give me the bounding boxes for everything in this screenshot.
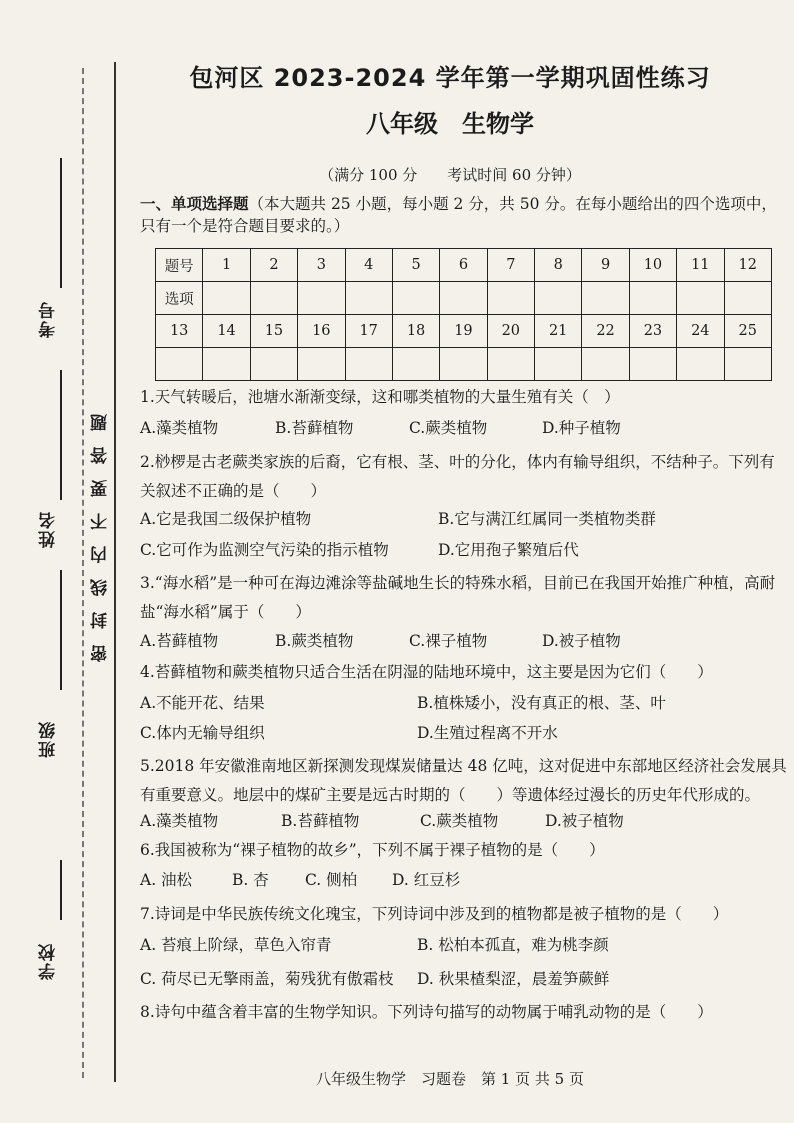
table-header-cell: 21 xyxy=(535,315,582,348)
exam-number-line xyxy=(60,158,62,288)
name-line-lower xyxy=(60,570,62,690)
question-5-option-b[interactable]: B.苔藓植物 xyxy=(281,812,360,830)
seal-dashed-line xyxy=(82,68,84,1078)
school-label: 学校 xyxy=(39,942,59,980)
table-header-cell: 18 xyxy=(392,315,439,348)
question-6-option-d[interactable]: D. 红豆杉 xyxy=(392,871,461,889)
table-header-cell: 25 xyxy=(724,315,772,348)
score-info: （满分 100 分 考试时间 60 分钟） xyxy=(319,166,581,184)
question-2-option-b[interactable]: B.它与满江红属同一类植物类群 xyxy=(438,510,656,528)
page-footer: 八年级生物学 习题卷 第 1 页 共 5 页 xyxy=(316,1070,584,1088)
table-header-cell: 8 xyxy=(535,249,582,282)
table-header-cell: 15 xyxy=(250,315,297,348)
question-5-option-d[interactable]: D.被子植物 xyxy=(545,812,624,830)
question-5-option-c[interactable]: C.蕨类植物 xyxy=(420,812,499,830)
table-header-cell: 13 xyxy=(156,315,203,348)
answer-cell[interactable] xyxy=(392,348,439,381)
question-7-option-b[interactable]: B. 松柏本孤直，难为桃李颜 xyxy=(417,936,609,954)
question-1-option-a[interactable]: A.藻类植物 xyxy=(140,419,219,437)
answer-cell[interactable] xyxy=(345,348,392,381)
table-header-cell: 4 xyxy=(345,249,392,282)
answer-table xyxy=(155,248,772,381)
name-field[interactable] xyxy=(36,410,66,630)
answer-cell[interactable] xyxy=(298,282,345,315)
table-header-cell: 16 xyxy=(298,315,345,348)
question-4-stem: 4.苔藓植物和蕨类植物只适合生活在阴湿的陆地环境中，这主要是因为它们（ ） xyxy=(140,663,713,681)
question-4-option-c[interactable]: C.体内无输导组织 xyxy=(140,724,265,742)
class-label: 班级 xyxy=(39,720,59,758)
table-row xyxy=(156,249,772,282)
question-1-option-c[interactable]: C.蕨类植物 xyxy=(409,419,488,437)
table-header-cell: 6 xyxy=(440,249,487,282)
question-7-option-c[interactable]: C. 荷尽已无擎雨盖，菊残犹有傲霜枝 xyxy=(140,970,394,988)
answer-cell[interactable] xyxy=(724,282,772,315)
answer-cell[interactable] xyxy=(203,348,250,381)
question-6-option-a[interactable]: A. 油松 xyxy=(140,871,193,889)
table-header-cell: 9 xyxy=(582,249,629,282)
answer-cell[interactable] xyxy=(629,282,676,315)
question-3-stem: 3.“海水稻”是一种可在海边滩涂等盐碱地生长的特殊水稻，目前已在我国开始推广种植，高耐盐“海水稻”属于（ ） xyxy=(140,574,776,621)
school-field[interactable] xyxy=(36,880,66,980)
question-6-option-c[interactable]: C. 侧柏 xyxy=(305,871,358,889)
answer-cell[interactable] xyxy=(392,282,439,315)
question-2-option-c[interactable]: C.它可作为监测空气污染的指示植物 xyxy=(140,541,389,559)
table-header-cell: 17 xyxy=(345,315,392,348)
exam-title: 包河区 2023-2024 学年第一学期巩固性练习 xyxy=(189,64,711,92)
question-6-stem: 6.我国被称为“裸子植物的故乡”，下列不属于裸子植物的是（ ） xyxy=(140,841,605,859)
answer-cell[interactable] xyxy=(535,348,582,381)
question-4-option-a[interactable]: A.不能开花、结果 xyxy=(140,694,265,712)
table-header-cell: 24 xyxy=(677,315,724,348)
question-2-option-d[interactable]: D.它用孢子繁殖后代 xyxy=(438,541,579,559)
answer-cell[interactable] xyxy=(250,348,297,381)
question-1-stem: 1.天气转暖后，池塘水渐渐变绿，这和哪类植物的大量生殖有关（ ） xyxy=(140,388,620,406)
answer-cell[interactable] xyxy=(250,282,297,315)
table-header-cell: 2 xyxy=(250,249,297,282)
answer-cell[interactable] xyxy=(582,282,629,315)
question-3-option-a[interactable]: A.苔藓植物 xyxy=(140,632,219,650)
answer-cell[interactable] xyxy=(440,282,487,315)
table-header-cell: 20 xyxy=(487,315,534,348)
margin-rule xyxy=(114,62,116,1082)
question-3-option-b[interactable]: B.蕨类植物 xyxy=(275,632,354,650)
question-1-option-b[interactable]: B.苔藓植物 xyxy=(275,419,354,437)
table-header-cell: 22 xyxy=(582,315,629,348)
exam-subtitle: 八年级 生物学 xyxy=(366,110,534,138)
table-header-cell: 3 xyxy=(298,249,345,282)
question-8-stem: 8.诗句中蕴含着丰富的生物学知识。下列诗句描写的动物属于哺乳动物的是（ ） xyxy=(140,1003,713,1021)
answer-cell[interactable] xyxy=(156,348,203,381)
section-1-desc: （本大题共 25 小题，每小题 2 分，共 50 分。在每小题给出的四个选项中，只有一个是符合题目要求的。） xyxy=(140,195,777,235)
answer-cell[interactable] xyxy=(203,282,250,315)
table-header-cell: 19 xyxy=(440,315,487,348)
question-4-option-d[interactable]: D.生殖过程离不开水 xyxy=(417,724,558,742)
table-header-cell: 12 xyxy=(724,249,772,282)
answer-cell[interactable] xyxy=(345,282,392,315)
table-row xyxy=(156,315,772,348)
table-header-cell: 10 xyxy=(629,249,676,282)
table-header-cell: 5 xyxy=(392,249,439,282)
question-3-option-d[interactable]: D.被子植物 xyxy=(542,632,621,650)
option-row-label: 选项 xyxy=(156,282,203,315)
exam-number-field[interactable] xyxy=(36,150,66,380)
answer-cell[interactable] xyxy=(440,348,487,381)
question-3-option-c[interactable]: C.裸子植物 xyxy=(409,632,488,650)
question-1-option-d[interactable]: D.种子植物 xyxy=(542,419,621,437)
answer-cell[interactable] xyxy=(298,348,345,381)
table-header-cell: 11 xyxy=(677,249,724,282)
name-line xyxy=(60,370,62,500)
table-header-cell: 23 xyxy=(629,315,676,348)
question-5-stem: 5.2018 年安徽淮南地区新探测发现煤炭储量达 48 亿吨，这对促进中东部地区经济社会发展具有重要意义。地层中的煤矿主要是远古时期的（ ）等遗体经过漫长的历史年代形成的。 xyxy=(140,757,787,804)
question-7-option-a[interactable]: A. 苔痕上阶绿，草色入帘青 xyxy=(140,936,332,954)
answer-cell[interactable] xyxy=(535,282,582,315)
question-6-option-b[interactable]: B. 杏 xyxy=(232,871,269,889)
answer-cell[interactable] xyxy=(582,348,629,381)
question-2-stem: 2.桫椤是古老蕨类家族的后裔，它有根、茎、叶的分化，体内有输导组织，不结种子。下列有关叙述不正确的是（ ） xyxy=(140,453,775,500)
question-4-option-b[interactable]: B.植株矮小，没有真正的根、茎、叶 xyxy=(417,694,666,712)
question-7-option-d[interactable]: D. 秋果楂梨涩，晨羞笋蕨鲜 xyxy=(417,970,610,988)
answer-cell[interactable] xyxy=(487,348,534,381)
question-5-option-a[interactable]: A.藻类植物 xyxy=(140,812,219,830)
table-row xyxy=(156,282,772,315)
seal-warning-text: 密封线内不要答题 xyxy=(91,398,111,662)
section-1-title: 一、单项选择题 xyxy=(140,195,249,213)
table-header-cell: 14 xyxy=(203,315,250,348)
answer-cell[interactable] xyxy=(724,348,772,381)
answer-cell[interactable] xyxy=(677,282,724,315)
section-1-intro xyxy=(140,193,790,237)
table-header-cell: 7 xyxy=(487,249,534,282)
school-line xyxy=(60,860,62,920)
table-row xyxy=(156,348,772,381)
question-2-option-a[interactable]: A.它是我国二级保护植物 xyxy=(140,510,312,528)
table-header-cell: 1 xyxy=(203,249,250,282)
answer-cell[interactable] xyxy=(677,348,724,381)
exam-number-label: 考号 xyxy=(39,300,59,338)
table-header-cell: 题号 xyxy=(156,249,203,282)
question-7-stem: 7.诗词是中华民族传统文化瑰宝，下列诗词中涉及到的植物都是被子植物的是（ ） xyxy=(140,905,729,923)
answer-cell[interactable] xyxy=(629,348,676,381)
name-label: 姓名 xyxy=(39,510,59,548)
answer-cell[interactable] xyxy=(487,282,534,315)
